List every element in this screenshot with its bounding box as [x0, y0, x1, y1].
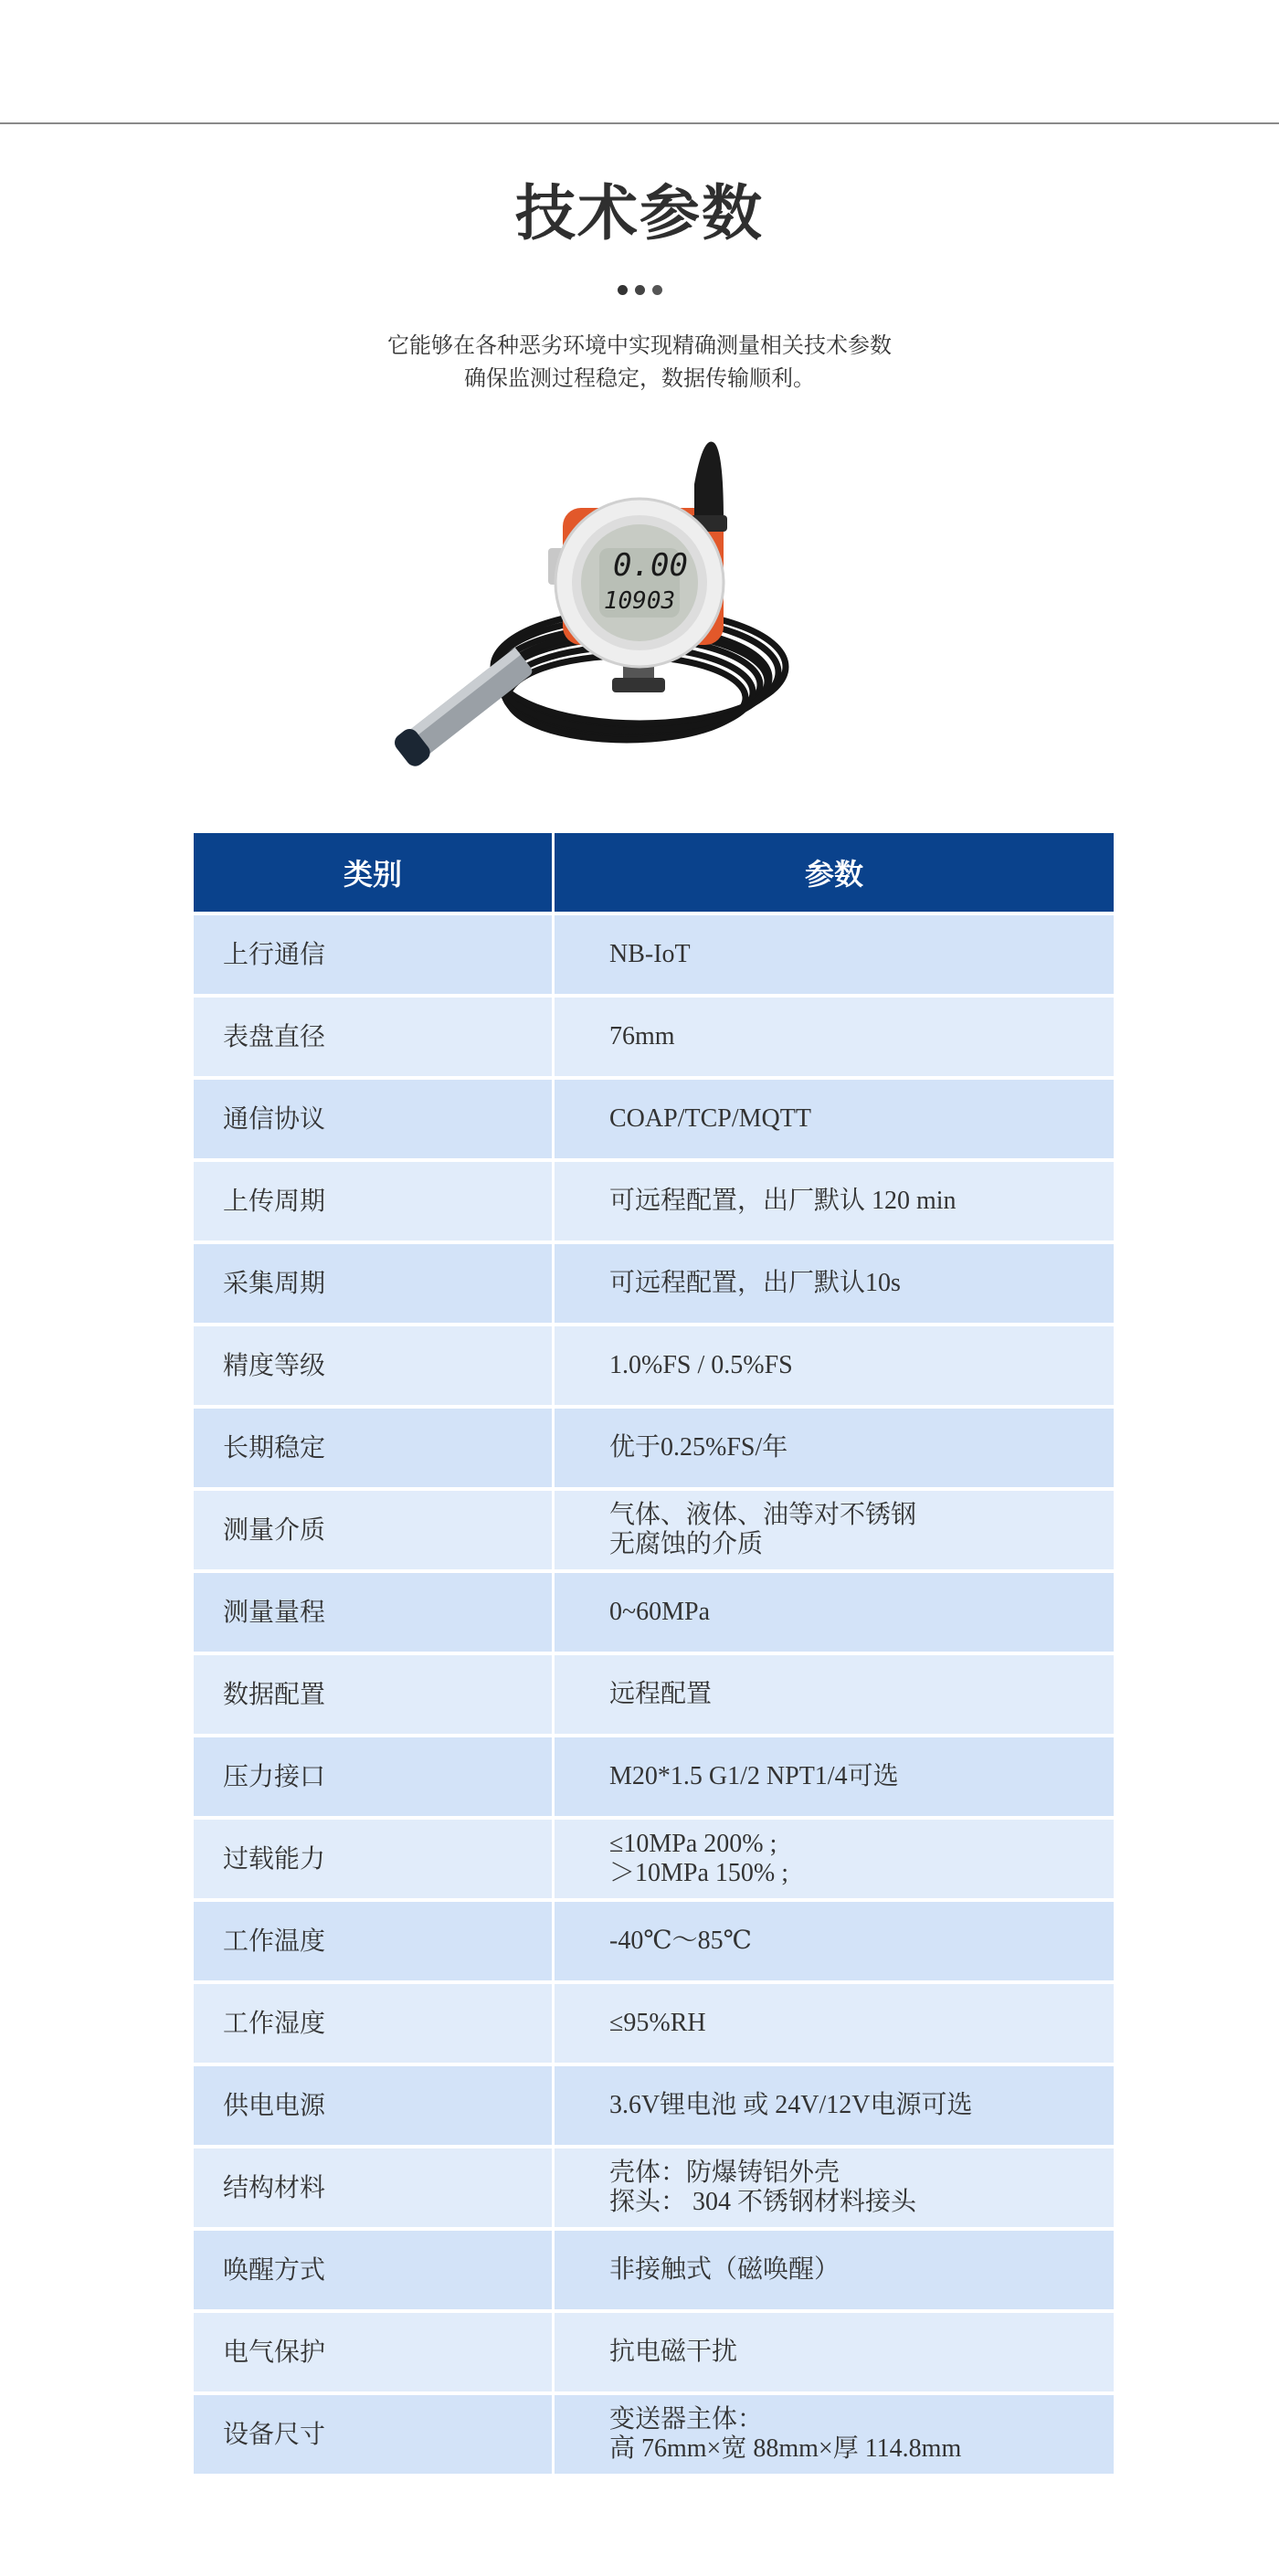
row-value: COAP/TCP/MQTT: [555, 1080, 1114, 1158]
row-category: 唤醒方式: [194, 2231, 552, 2309]
table-row: [194, 1737, 1114, 1816]
row-category: 测量量程: [194, 1573, 552, 1652]
product-image: [384, 438, 822, 767]
table-row: [194, 1162, 1114, 1240]
table-row: [194, 2066, 1114, 2145]
subtitle-line-2: 确保监测过程稳定，数据传输顺利。: [464, 365, 815, 391]
row-category: 测量介质: [194, 1491, 552, 1569]
row-value: 可远程配置，出厂默认10s: [555, 1244, 1114, 1323]
table-header: [194, 833, 1114, 912]
row-category: 长期稳定: [194, 1409, 552, 1487]
header-parameter: 参数: [555, 833, 1114, 912]
spec-table: [194, 833, 1114, 2474]
table-row: [194, 1080, 1114, 1158]
table-row: [194, 1244, 1114, 1323]
row-value: 抗电磁干扰: [555, 2313, 1114, 2391]
page-title: 技术参数: [515, 178, 764, 248]
display-secondary: 10903: [603, 587, 676, 615]
row-category: 供电电源: [194, 2066, 552, 2145]
row-category: 通信协议: [194, 1080, 552, 1158]
table-row: [194, 2313, 1114, 2391]
row-category: 上传周期: [194, 1162, 552, 1240]
row-category: 设备尺寸: [194, 2395, 552, 2474]
row-category: 精度等级: [194, 1326, 552, 1405]
subtitle-line-1: 它能够在各种恶劣环境中实现精确测量相关技术参数: [387, 333, 892, 358]
row-value: 可远程配置，出厂默认 120 min: [555, 1162, 1114, 1240]
row-value: 优于0.25%FS/年: [555, 1409, 1114, 1487]
row-value: 远程配置: [555, 1655, 1114, 1734]
row-value: ≤95%RH: [555, 1984, 1114, 2063]
row-value: M20*1.5 G1/2 NPT1/4可选: [555, 1737, 1114, 1816]
table-row: [194, 2148, 1114, 2227]
table-row: [194, 1984, 1114, 2063]
row-value: 气体、液体、油等对不锈钢 无腐蚀的介质: [555, 1491, 1114, 1569]
row-value: ≤10MPa 200% ; ＞10MPa 150% ;: [555, 1820, 1114, 1898]
row-value: 3.6V锂电池 或 24V/12V电源可选: [555, 2066, 1114, 2145]
row-category: 结构材料: [194, 2148, 552, 2227]
row-category: 电气保护: [194, 2313, 552, 2391]
table-row: [194, 2231, 1114, 2309]
row-value: -40℃〜85℃: [555, 1902, 1114, 1980]
table-row: [194, 1326, 1114, 1405]
header-category: 类别: [194, 833, 552, 912]
row-value: 非接触式（磁唤醒）: [555, 2231, 1114, 2309]
table-row: [194, 998, 1114, 1076]
row-category: 上行通信: [194, 915, 552, 994]
row-category: 过载能力: [194, 1820, 552, 1898]
row-value: 壳体：防爆铸铝外壳 探头： 304 不锈钢材料接头: [555, 2148, 1114, 2227]
row-value: 0~60MPa: [555, 1573, 1114, 1652]
table-body: [194, 915, 1114, 2474]
row-category: 采集周期: [194, 1244, 552, 1323]
title-dots-decoration: [0, 285, 1279, 295]
table-row: [194, 2395, 1114, 2474]
table-row: [194, 1820, 1114, 1898]
table-row: [194, 1655, 1114, 1734]
table-row: [194, 1573, 1114, 1652]
row-value: NB-IoT: [555, 915, 1114, 994]
row-category: 工作湿度: [194, 1984, 552, 2063]
row-category: 表盘直径: [194, 998, 552, 1076]
row-value: 1.0%FS / 0.5%FS: [555, 1326, 1114, 1405]
row-category: 工作温度: [194, 1902, 552, 1980]
table-row: [194, 1491, 1114, 1569]
table-row: [194, 1902, 1114, 1980]
table-row: [194, 915, 1114, 994]
row-category: 数据配置: [194, 1655, 552, 1734]
display-reading: 0.00: [613, 547, 688, 584]
table-row: [194, 1409, 1114, 1487]
row-value: 变送器主体： 高 76mm×宽 88mm×厚 114.8mm: [555, 2395, 1114, 2474]
row-value: 76mm: [555, 998, 1114, 1076]
top-divider: [0, 122, 1279, 124]
page-subtitle: [0, 329, 1279, 395]
row-category: 压力接口: [194, 1737, 552, 1816]
